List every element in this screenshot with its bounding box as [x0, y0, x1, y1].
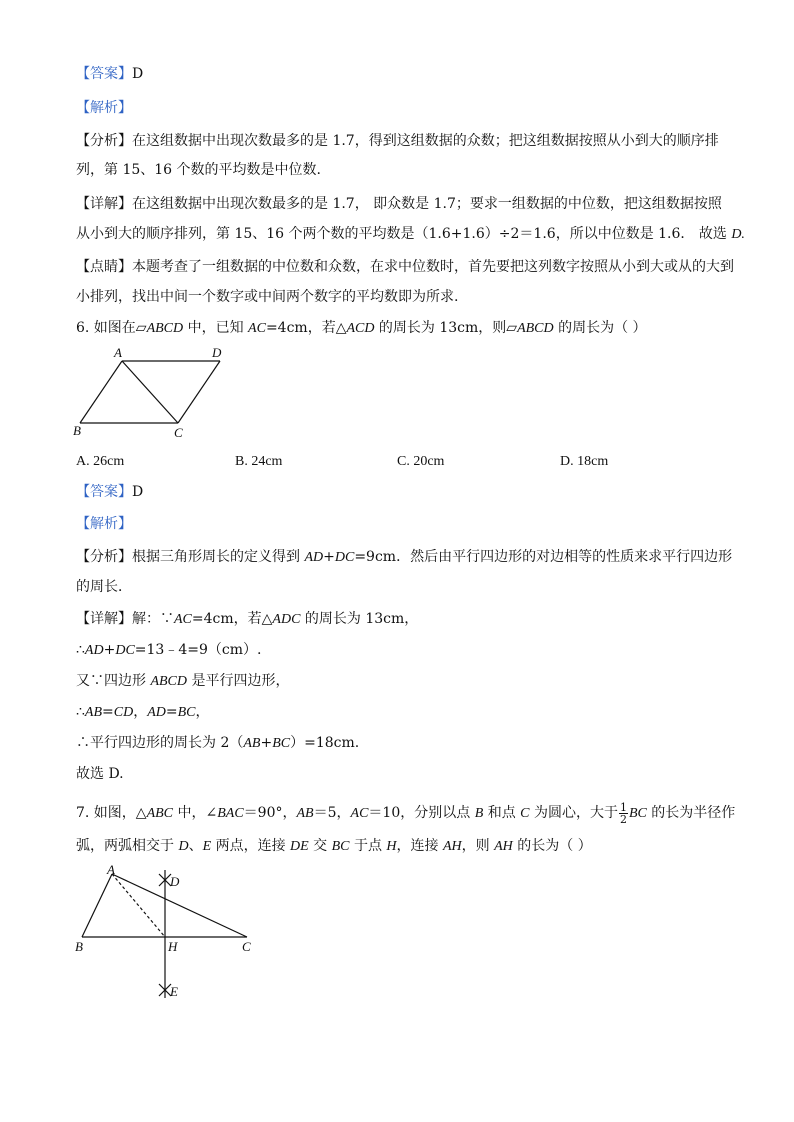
fraction-denominator: 2 — [619, 812, 627, 826]
q5-jiexi-line — [76, 98, 132, 118]
stem-var: DE — [290, 839, 309, 854]
stem-text: ＝90°， — [243, 805, 297, 821]
option-b[interactable]: B. 24cm — [235, 454, 283, 469]
step-text: 的周长为 13cm， — [300, 611, 419, 627]
fenxi-tag: 【分析】 — [76, 549, 132, 565]
stem-var: B — [474, 806, 484, 821]
diagonal-ac — [122, 361, 178, 423]
fenxi-text: 根据三角形周长的定义得到 — [132, 549, 305, 565]
step-text: ， — [195, 704, 210, 720]
label-a: A — [107, 862, 115, 877]
dianjing-tag: 【点睛】 — [76, 259, 132, 275]
stem-text: 为圆心，大于 — [529, 805, 618, 821]
stem-text: 的长为（ ） — [512, 838, 592, 854]
segment-dc — [178, 361, 220, 423]
q7-stem-line-2 — [76, 836, 592, 857]
step-var: BC — [177, 705, 196, 720]
step-text: ∴ — [76, 704, 85, 720]
q7-stem-line-1 — [76, 800, 735, 827]
jiexi-tag: 【解析】 — [76, 516, 132, 532]
stem-text: ，连接 — [396, 838, 443, 854]
step-text: =4cm，若△ — [191, 611, 273, 627]
stem-text: 中，已知 — [183, 320, 249, 336]
q6-step-3 — [76, 671, 289, 692]
stem-text: =4cm，若△ — [265, 320, 347, 336]
xiangjie-tag: 【详解】 — [76, 196, 132, 212]
segment-ba — [80, 361, 122, 423]
step-text: + — [103, 642, 116, 658]
xiangjie-text: 从小到大的顺序排列，第 15、16 个两个数的平均数是（1.6+1.6）÷2＝1.6，所以中位数是 1.6． 故选 — [76, 226, 732, 242]
q5-fenxi-line-2 — [76, 160, 321, 180]
label-h: H — [168, 939, 178, 954]
label-b: B — [73, 423, 81, 438]
stem-text: ＝10，分别以点 — [368, 805, 475, 821]
xiangjie-text: 在这组数据中出现次数最多的是 1.7， 即众数是 1.7；要求一组数据的中位数，把这组数据按照 — [132, 196, 722, 212]
q5-dianjing-line-2 — [76, 287, 458, 307]
xiangjie-tag: 【详解】 — [76, 611, 132, 627]
stem-var: BC — [628, 806, 647, 821]
q6-step-5 — [76, 733, 359, 754]
label-c: C — [174, 425, 183, 440]
jiexi-tag: 【解析】 — [76, 100, 132, 116]
fenxi-text: + — [323, 549, 335, 565]
option-a[interactable]: A. 26cm — [76, 454, 125, 469]
stem-var: H — [386, 839, 397, 854]
fenxi-var: DC — [334, 550, 355, 565]
label-b: B — [75, 939, 83, 954]
step-text: =13﹣4=9（cm）. — [134, 642, 262, 658]
step-var: CD — [113, 705, 134, 720]
stem-var: ABCD — [517, 321, 554, 336]
step-text: + — [260, 735, 273, 751]
q5-xiangjie-line-2 — [76, 224, 745, 245]
answer-value: D — [132, 484, 144, 500]
label-e: E — [170, 984, 178, 999]
step-var: AB — [243, 736, 261, 751]
option-c[interactable]: C. 20cm — [397, 454, 445, 469]
step-text: ）=18cm. — [290, 735, 360, 751]
xiangjie-choice: D. — [731, 227, 745, 242]
stem-var: E — [202, 839, 212, 854]
step-text: ， — [133, 704, 148, 720]
label-d: D — [212, 345, 222, 360]
q6-step-1 — [76, 609, 418, 630]
q5-dianjing-line-1 — [76, 257, 734, 277]
answer-value: D — [132, 66, 144, 82]
step-text: = — [165, 704, 178, 720]
step-var: AB — [84, 705, 103, 720]
fraction-numerator: 1 — [619, 800, 627, 814]
step-text: 故选 D. — [76, 766, 124, 782]
q6-fenxi-line-2 — [76, 577, 132, 597]
stem-var: C — [520, 806, 530, 821]
stem-text: 两点，连接 — [211, 838, 291, 854]
triangle-figure — [70, 862, 270, 1007]
stem-var: ABCD — [146, 321, 184, 336]
segment-ab — [82, 874, 112, 937]
stem-var: BC — [331, 839, 350, 854]
fenxi-text: =9cm．然后由平行四边形的对边相等的性质来求平行四边形 — [354, 549, 733, 565]
q6-answer-line — [76, 482, 143, 502]
step-var: ADC — [272, 612, 301, 627]
step-var: AD — [84, 643, 104, 658]
stem-text: 中，∠ — [173, 805, 218, 821]
q5-xiangjie-line-1 — [76, 194, 722, 214]
fraction-half — [619, 802, 628, 825]
stem-text: 的长为半径作 — [646, 805, 736, 821]
answer-tag: 【答案】 — [76, 484, 132, 500]
stem-text: 的周长为（ ） — [553, 320, 647, 336]
step-var: AC — [174, 612, 192, 627]
step-text: ∴ — [76, 642, 85, 658]
stem-var: BAC — [217, 806, 244, 821]
q6-step-4 — [76, 702, 210, 723]
step-text: = — [102, 704, 114, 720]
stem-text: 的周长为 13cm，则▱ — [374, 320, 518, 336]
fenxi-var: AD — [304, 550, 324, 565]
label-c: C — [242, 939, 251, 954]
stem-text: 交 — [308, 838, 332, 854]
q6-fenxi-line-1 — [76, 547, 732, 568]
answer-tag: 【答案】 — [76, 66, 132, 82]
dianjing-text: 本题考查了一组数据的中位数和众数，在求中位数时，首先要把这列数字按照从小到大或从的大到 — [132, 259, 734, 275]
option-d[interactable]: D. 18cm — [560, 454, 609, 469]
stem-var: AC — [350, 806, 369, 821]
fenxi-text: 在这组数据中出现次数最多的是 1.7，得到这组数据的众数；把这组数据按照从小到大的顺序排 — [132, 133, 719, 149]
segment-ac — [112, 874, 247, 937]
stem-var: AB — [296, 806, 314, 821]
q6-stem — [76, 318, 647, 339]
dianjing-text: 小排列，找出中间一个数字或中间两个数字的平均数即为所求. — [76, 289, 459, 305]
stem-text: ，则 — [461, 838, 495, 854]
step-text: 是平行四边形， — [187, 673, 290, 689]
stem-var: AH — [443, 839, 462, 854]
fenxi-text: 的周长． — [76, 579, 132, 595]
label-d: D — [170, 874, 180, 889]
parallelogram-figure — [70, 345, 240, 440]
q6-jiexi-line — [76, 514, 132, 534]
stem-var: AC — [248, 321, 266, 336]
stem-var: ACD — [346, 321, 375, 336]
stem-text: ＝5， — [313, 805, 351, 821]
step-text: ∴平行四边形的周长为 2（ — [76, 735, 244, 751]
stem-text: 7. 如图，△ — [76, 805, 147, 821]
stem-text: 6. 如图在▱ — [76, 320, 147, 336]
q5-fenxi-line-1 — [76, 131, 719, 151]
q6-step-6 — [76, 764, 124, 784]
fenxi-tag: 【分析】 — [76, 133, 132, 149]
step-var: AD — [147, 705, 166, 720]
stem-var: ABC — [146, 806, 174, 821]
stem-text: 弧，两弧相交于 — [76, 838, 179, 854]
stem-var: AH — [494, 839, 513, 854]
q6-step-2 — [76, 640, 261, 661]
stem-text: 、 — [188, 838, 203, 854]
stem-text: 和点 — [483, 805, 521, 821]
label-a: A — [114, 345, 122, 360]
step-text: 解：∵ — [132, 611, 174, 627]
step-var: ABCD — [150, 674, 188, 689]
fenxi-text: 列，第 15、16 个数的平均数是中位数. — [76, 162, 321, 178]
segment-ah — [112, 874, 165, 937]
stem-var: D — [178, 839, 189, 854]
q5-answer-line — [76, 64, 143, 84]
step-text: 又∵四边形 — [76, 673, 151, 689]
step-var: BC — [272, 736, 291, 751]
step-var: DC — [115, 643, 135, 658]
stem-text: 于点 — [349, 838, 387, 854]
